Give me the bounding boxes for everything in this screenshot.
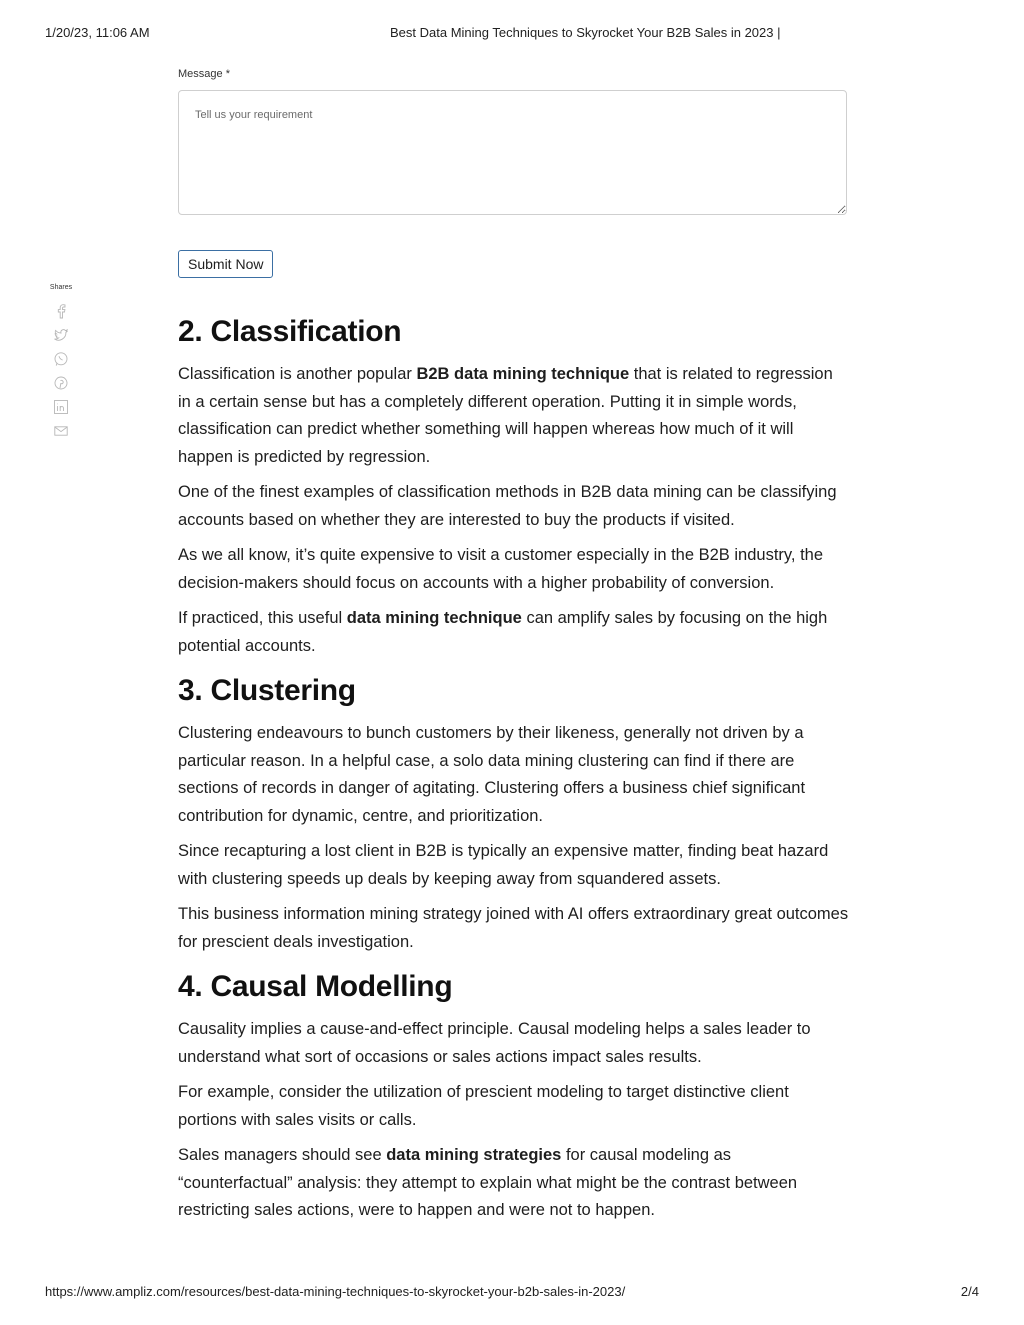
section-paragraph <box>178 1079 850 1134</box>
twitter-icon[interactable] <box>53 327 69 343</box>
linkedin-icon[interactable] <box>53 399 69 415</box>
paragraph-text: For example, consider the utilization of prescient modeling to target distinctive client portions with sales visits or calls. <box>178 1083 789 1129</box>
paragraph-text: that is related to regression in a certain sense but has a completely different operation. Putting it in simple words, classification can predict whether something will happen whereas how much of it will happen is predicted by regression. <box>178 365 833 466</box>
section-paragraph <box>178 542 850 597</box>
article-body <box>178 311 850 1233</box>
article-section <box>178 311 850 660</box>
section-paragraph <box>178 605 850 660</box>
paragraph-text: This business information mining strategy joined with AI offers extraordinary great outcomes for prescient deals investigation. <box>178 905 849 951</box>
email-icon[interactable] <box>53 423 69 439</box>
paragraph-text: Causality implies a cause-and-effect principle. Causal modeling helps a sales leader to understand what sort of occasions or sales actions impact sales results. <box>178 1020 811 1066</box>
shares-label: Shares <box>49 284 73 291</box>
section-paragraph <box>178 1016 850 1071</box>
section-paragraph <box>178 720 850 830</box>
bold-keyword: data mining strategies <box>386 1146 562 1164</box>
paragraph-text: Clustering endeavours to bunch customers by their likeness, generally not driven by a particular reason. In a helpful case, a solo data mining clustering can find if there are sections of records in danger of agitating. Clustering offers a business chief significant contribution for dynamic, centre, and prioritization. <box>178 724 806 825</box>
paragraph-text: One of the finest examples of classification methods in B2B data mining can be classifying accounts based on whether they are interested to buy the products if visited. <box>178 483 837 529</box>
message-field-label: Message * <box>178 68 230 80</box>
paragraph-text: Since recapturing a lost client in B2B is typically an expensive matter, finding beat hazard with clustering speeds up deals by keeping away from squandered assets. <box>178 842 829 888</box>
section-paragraph <box>178 838 850 893</box>
paragraph-text: can amplify sales by focusing on the high potential accounts. <box>178 609 828 655</box>
facebook-icon[interactable] <box>53 303 69 319</box>
section-heading: 4. Causal Modelling <box>178 970 453 1003</box>
share-sidebar <box>44 284 78 447</box>
print-datetime: 1/20/23, 11:06 AM <box>45 25 150 40</box>
section-paragraph <box>178 901 850 956</box>
section-paragraph <box>178 1142 850 1225</box>
section-heading: 2. Classification <box>178 315 402 348</box>
print-page-url: https://www.ampliz.com/resources/best-data-mining-techniques-to-skyrocket-your-b2b-sales-in-2023/ <box>45 1284 626 1299</box>
bold-keyword: data mining technique <box>346 609 522 627</box>
print-footer <box>0 1284 1024 1300</box>
paragraph-text: for causal modeling as “counterfactual” analysis: they attempt to explain what might be the contrast between restricting sales actions, were to happen and were not to happen. <box>178 1146 798 1219</box>
print-header <box>0 25 1024 41</box>
pinterest-icon[interactable] <box>53 375 69 391</box>
section-paragraph <box>178 361 850 471</box>
section-paragraph <box>178 479 850 534</box>
article-section <box>178 966 850 1225</box>
submit-now-button[interactable]: Submit Now <box>178 250 273 278</box>
article-section <box>178 670 850 956</box>
section-heading: 3. Clustering <box>178 674 356 707</box>
paragraph-text: Sales managers should see <box>178 1146 387 1164</box>
print-page-number: 2/4 <box>960 1284 979 1299</box>
whatsapp-icon[interactable] <box>53 351 69 367</box>
paragraph-text: As we all know, it’s quite expensive to visit a customer especially in the B2B industry, the decision-makers should focus on accounts with a higher probability of conversion. <box>178 546 824 592</box>
paragraph-text: Classification is another popular <box>178 365 417 383</box>
message-textarea[interactable] <box>178 90 847 215</box>
bold-keyword: B2B data mining technique <box>416 365 630 383</box>
requirement-form <box>178 68 847 272</box>
paragraph-text: If practiced, this useful <box>178 609 347 627</box>
print-page-title: Best Data Mining Techniques to Skyrocket Your B2B Sales in 2023 | <box>390 25 781 40</box>
